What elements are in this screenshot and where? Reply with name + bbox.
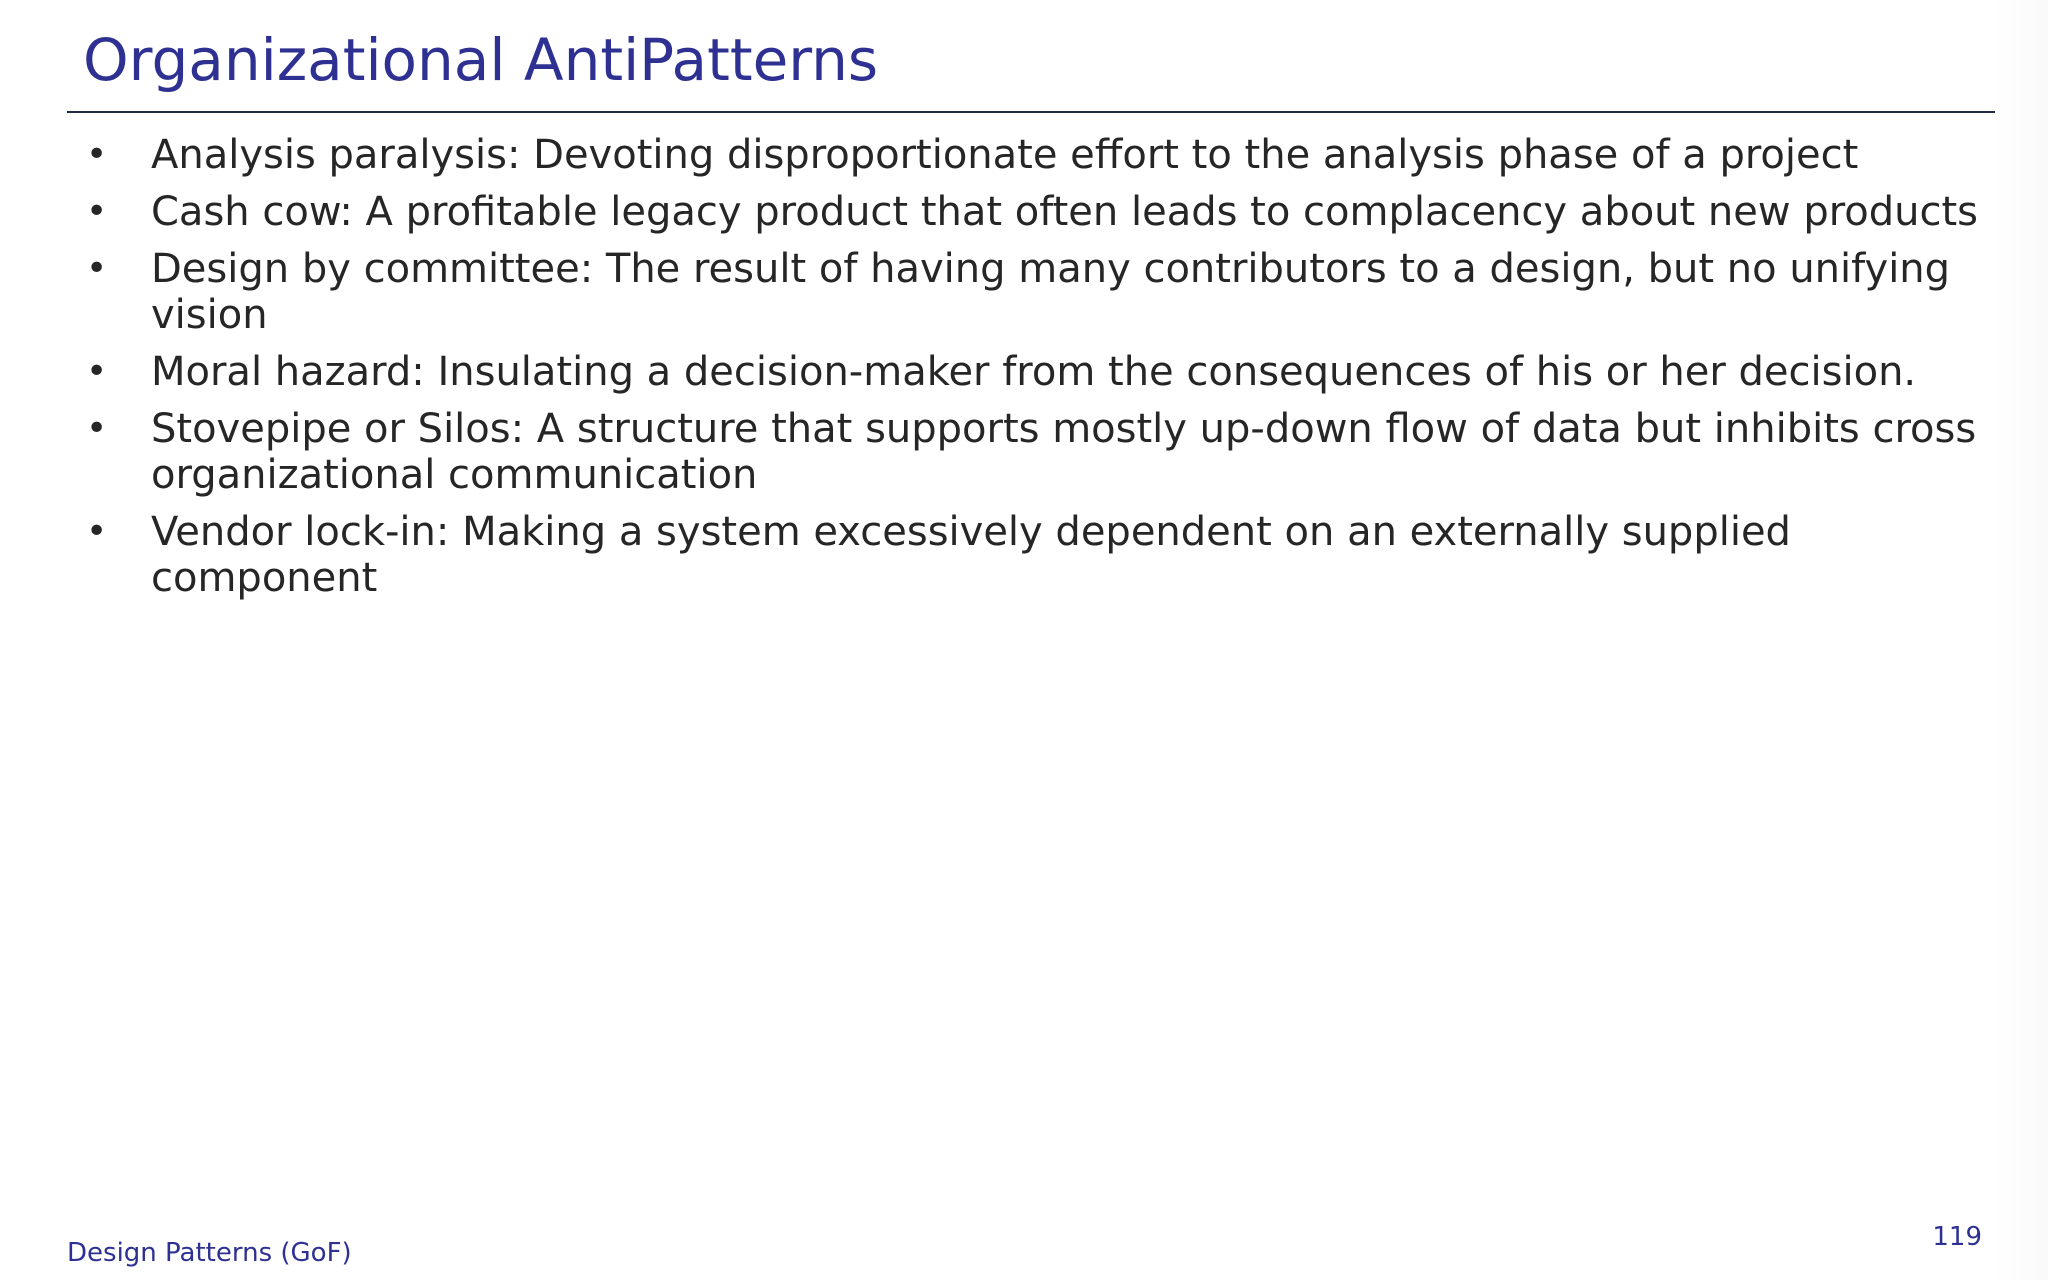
bullet-icon: •	[86, 191, 108, 232]
bullet-item-vendor-lock-in	[86, 509, 1986, 601]
slide-title: Organizational AntiPatterns	[83, 26, 879, 94]
bullet-icon: •	[86, 408, 108, 449]
slide-edge-shade	[1993, 0, 2048, 1280]
bullet-text: Cash cow: A profitable legacy product that often leads to complacency about new products	[151, 189, 1979, 235]
page-number: 119	[1932, 1222, 1982, 1252]
title-divider	[67, 111, 1995, 113]
bullet-item-design-by-committee	[86, 246, 1986, 338]
bullet-text: Analysis paralysis: Devoting disproportionate effort to the analysis phase of a project	[151, 132, 1859, 178]
footer-text: Design Patterns (GoF)	[67, 1238, 352, 1268]
bullet-icon: •	[86, 134, 108, 175]
bullet-item-moral-hazard	[86, 349, 1986, 395]
bullet-text: Vendor lock-in: Making a system excessively dependent on an externally supplied component	[151, 509, 1791, 601]
bullet-list	[86, 132, 1986, 612]
bullet-icon: •	[86, 511, 108, 552]
bullet-icon: •	[86, 248, 108, 289]
bullet-item-analysis-paralysis	[86, 132, 1986, 178]
bullet-icon: •	[86, 351, 108, 392]
bullet-text: Design by committee: The result of having many contributors to a design, but no unifying vision	[151, 246, 1951, 338]
bullet-item-cash-cow	[86, 189, 1986, 235]
bullet-text: Moral hazard: Insulating a decision-maker from the consequences of his or her decision.	[151, 349, 1917, 395]
bullet-item-stovepipe	[86, 406, 1986, 498]
bullet-text: Stovepipe or Silos: A structure that supports mostly up-down flow of data but inhibits cross organizational communication	[151, 406, 1977, 498]
